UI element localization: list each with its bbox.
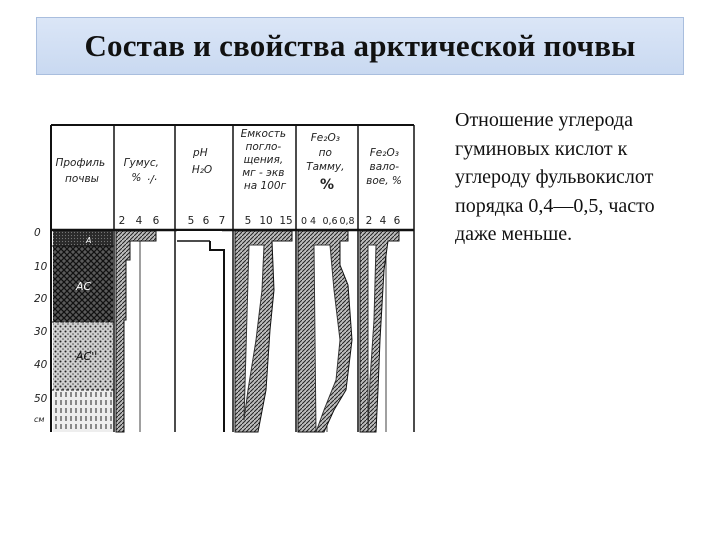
svg-text:0,8: 0,8 <box>339 216 355 227</box>
description-line: углероду фульвокислот <box>455 166 654 188</box>
capacity-bar <box>235 231 292 432</box>
header-profile: Профиль почвы <box>55 157 106 185</box>
header-humus: Гумус, % ·/· <box>123 157 159 186</box>
humus-bar <box>116 231 156 432</box>
header-fe-gross: Fe₂O₃ вало- вое, % <box>366 147 402 187</box>
svg-text:6: 6 <box>202 215 210 227</box>
svg-text:40: 40 <box>34 359 48 371</box>
column-headers <box>55 128 402 193</box>
description-line: Отношение углерода <box>455 109 633 131</box>
description-line: порядка 0,4—0,5, часто <box>455 194 655 217</box>
svg-text:30: 30 <box>34 326 48 338</box>
svg-text:20: 20 <box>34 293 48 305</box>
svg-text:2: 2 <box>118 215 126 227</box>
fe-gross-bar <box>360 231 399 432</box>
description-line: даже меньше. <box>455 223 573 245</box>
svg-text:А: А <box>86 236 92 245</box>
svg-text:4: 4 <box>309 216 317 227</box>
soil-profile-column <box>51 231 114 432</box>
ph-bar <box>177 231 224 432</box>
description-line: гуминовых кислот к <box>455 137 628 160</box>
svg-text:АС'': АС'' <box>76 350 98 363</box>
svg-text:5: 5 <box>187 215 195 227</box>
header-capacity: Емкость погло- щения, мг - экв на 100г <box>240 128 287 192</box>
svg-text:5: 5 <box>244 215 252 227</box>
svg-text:10: 10 <box>259 215 273 227</box>
header-ph: рН H₂O <box>191 147 213 176</box>
description-text <box>455 106 715 249</box>
svg-text:АС: АС <box>76 280 92 293</box>
svg-text:0,6: 0,6 <box>322 216 338 227</box>
svg-text:0: 0 <box>34 227 41 239</box>
svg-text:50: 50 <box>34 393 48 405</box>
slide-title: Состав и свойства арктической почвы <box>84 28 636 63</box>
svg-text:15: 15 <box>279 215 293 227</box>
svg-text:4: 4 <box>379 215 387 227</box>
svg-text:4: 4 <box>135 215 143 227</box>
title-banner <box>36 17 684 75</box>
svg-text:6: 6 <box>152 215 160 227</box>
svg-text:6: 6 <box>393 215 401 227</box>
soil-profile-figure <box>34 120 420 436</box>
svg-text:0: 0 <box>300 216 308 227</box>
svg-text:10: 10 <box>34 261 48 273</box>
svg-text:7: 7 <box>218 215 226 227</box>
svg-text:2: 2 <box>365 215 373 227</box>
fe-tamm-bar <box>298 231 352 432</box>
depth-scale <box>34 227 48 424</box>
svg-text:см: см <box>34 415 45 424</box>
header-fe-tamm: Fe₂O₃ по Тамму, % <box>306 132 345 193</box>
